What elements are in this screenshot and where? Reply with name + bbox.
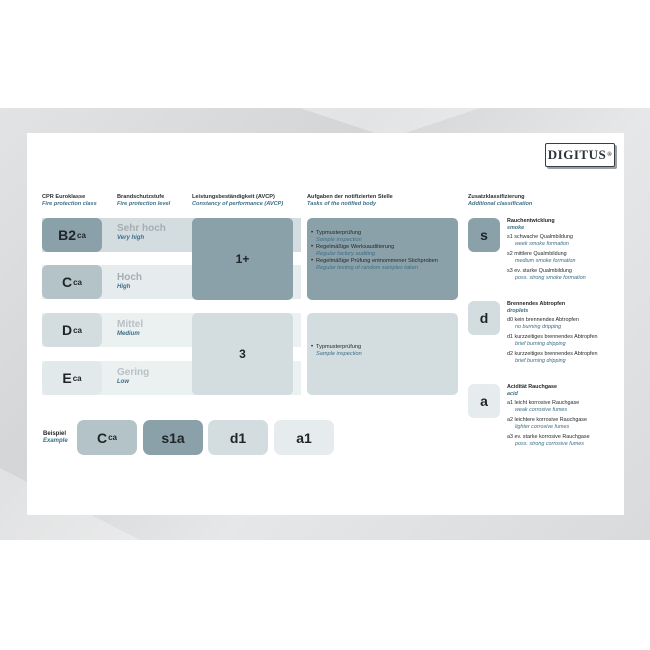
header-avcp-de: Leistungsbeständigkeit (AVCP): [192, 194, 275, 200]
task-de: Typmusterprüfung: [316, 230, 362, 236]
header-extra-de: Zusatzklassifizierung: [468, 194, 525, 200]
extra-item-en: medium smoke formation: [515, 257, 576, 264]
extra-title-de: Acidität Rauchgase: [507, 384, 558, 390]
header-tasks-en: Tasks of the notified body: [307, 201, 377, 207]
class-main: D: [61, 322, 73, 338]
extra-letter-a: [468, 384, 500, 418]
extra-letter-s: [468, 218, 500, 252]
class-main: C: [61, 274, 73, 290]
extra-letter: s: [480, 227, 488, 243]
extra-letter: d: [479, 310, 489, 326]
extra-item-en: week smoke formation: [515, 240, 569, 247]
extra-item-en: weak corrosive fumes: [515, 406, 568, 413]
header-avcp-en: Constancy of performance (AVCP): [192, 201, 284, 207]
avcp-value: 1+: [235, 252, 250, 266]
header-fire-en: Fire protection level: [117, 201, 171, 207]
example-label-en: Example: [43, 438, 68, 444]
extra-item-de: s1 schwache Qualmbildung: [507, 233, 573, 240]
example-acid: [274, 420, 334, 455]
logo-text: DIGITUS: [547, 147, 607, 162]
extra-item-en: poss. strong corrosive fumes: [515, 440, 584, 447]
extra-smoke: [507, 218, 617, 285]
header-cpr-en: Fire protection class: [42, 201, 97, 207]
level-de: Gering: [117, 367, 150, 378]
extra-title-en: acid: [507, 390, 518, 397]
example-class-sub: ca: [108, 433, 118, 442]
header-extra-en: Additional classification: [468, 201, 533, 207]
level-medium: [117, 319, 143, 338]
example-smoke: [143, 420, 203, 455]
extra-item-en: poss. strong smoke formation: [515, 274, 586, 281]
extra-item-en: brief burning dripping: [515, 357, 566, 364]
class-main: B2: [58, 227, 76, 243]
level-de: Hoch: [117, 272, 142, 283]
level-high: [117, 272, 142, 291]
class-pill-cca: [42, 265, 102, 299]
class-main: E: [62, 370, 72, 386]
header-avcp: [192, 194, 283, 208]
level-de: Mittel: [117, 319, 144, 330]
example-label-de: Beispiel: [43, 431, 67, 437]
extra-item-de: s3 ev. starke Qualmbildung: [507, 267, 572, 274]
level-en: High: [117, 284, 131, 290]
extra-item-de: a1 leicht korrosive Rauchgase: [507, 399, 580, 406]
example-smoke-value: s1a: [161, 429, 185, 446]
level-de: Sehr hoch: [117, 223, 166, 234]
extra-title-en: droplets: [507, 307, 529, 314]
header-extra: [468, 194, 532, 208]
digitus-logo: [545, 143, 615, 167]
extra-item-de: a2 leichtere korrosive Rauchgase: [507, 416, 588, 423]
task-de: Typmusterprüfung: [316, 344, 362, 350]
example-drops-value: d1: [229, 429, 247, 446]
example-class-main: C: [96, 429, 108, 446]
class-sub: ca: [73, 325, 83, 335]
avcp-value: 3: [239, 347, 246, 361]
class-pill-eca: [42, 361, 102, 395]
extra-title-de: Brennendes Abtropfen: [507, 301, 566, 307]
avcp-block-3: [192, 313, 293, 395]
level-en: Very high: [117, 235, 145, 241]
header-cpr-de: CPR Euroklasse: [42, 194, 86, 200]
header-fire-de: Brandschutzstufe: [117, 194, 165, 200]
extra-item-de: a3 ev. starke korrosive Rauchgase: [507, 433, 590, 440]
tasks-block-lower: [307, 313, 458, 395]
task-en: Sample inspection: [316, 237, 362, 243]
header-fire: [117, 194, 170, 208]
class-sub: ca: [73, 277, 83, 287]
extra-letter-d: [468, 301, 500, 335]
task-item: [316, 344, 458, 351]
class-pill-b2ca: [42, 218, 102, 252]
extra-title-de: Rauchentwicklung: [507, 218, 555, 224]
task-item: [316, 258, 458, 265]
example-class: [77, 420, 137, 455]
tasks-block-upper: [307, 218, 458, 300]
extra-item-de: s2 mittlere Qualmbildung: [507, 250, 567, 257]
extra-letter: a: [480, 393, 488, 409]
level-low: [117, 367, 149, 386]
task-de: Regelmäßige Prüfung entnommener Stichproben: [316, 258, 438, 264]
registered-mark: ®: [607, 152, 613, 158]
task-en: Regular testing of random samples taken: [316, 265, 418, 271]
extra-droplets: [507, 301, 617, 368]
extra-acid: [507, 384, 617, 451]
extra-item-de: d0 kein brennendes Abtropfen: [507, 316, 579, 323]
example-drops: [208, 420, 268, 455]
header-cpr: [42, 194, 97, 208]
header-tasks: [307, 194, 393, 208]
task-en: Sample inspection: [316, 351, 362, 357]
example-acid-value: a1: [296, 429, 312, 446]
extra-item-de: d2 kurzzeitiges brennendes Abtropfen: [507, 350, 598, 357]
task-item: [316, 244, 458, 251]
level-very-high: [117, 223, 166, 242]
extra-item-en: lighter corrosive fumes: [515, 423, 570, 430]
header-tasks-de: Aufgaben der notifizierten Stelle: [307, 194, 393, 200]
class-pill-dca: [42, 313, 102, 347]
level-en: Medium: [117, 331, 140, 337]
task-item: [316, 230, 458, 237]
example-label: [43, 431, 68, 445]
level-en: Low: [117, 379, 129, 385]
class-sub: ca: [72, 373, 82, 383]
extra-item-en: brief burning dripping: [515, 340, 566, 347]
task-de: Regelmäßige Werksauditierung: [316, 244, 395, 250]
extra-title-en: smoke: [507, 224, 525, 231]
task-en: Regular factory auditing: [316, 251, 376, 257]
class-sub: ca: [77, 230, 86, 240]
extra-item-en: no burning dripping: [515, 323, 562, 330]
avcp-block-1plus: [192, 218, 293, 300]
extra-item-de: d1 kurzzeitiges brennendes Abtropfen: [507, 333, 598, 340]
